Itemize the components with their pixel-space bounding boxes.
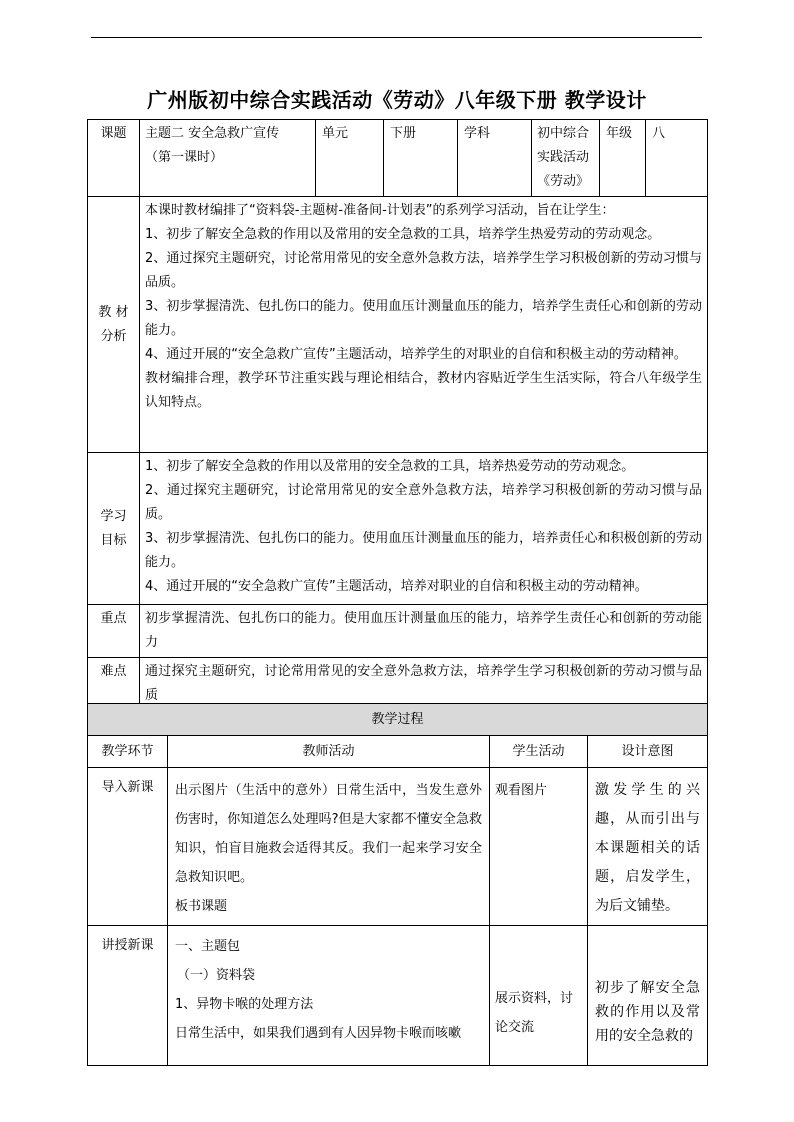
- objectives-label: [88, 453, 140, 605]
- col-intent-header: 设计意图: [588, 736, 708, 768]
- grade-label: 年级: [600, 120, 646, 197]
- student-cell: 展示资料，讨论交流: [490, 926, 588, 1066]
- subject-value: [532, 120, 600, 197]
- subject-value-line: 实践活动: [537, 150, 590, 165]
- unit-value: 下册: [384, 120, 458, 197]
- objectives-paragraph: 2、通过探究主题研究，讨论常用常见的安全意外急救方法，培养学习积极创新的劳动习惯与品质。: [145, 483, 702, 522]
- student-cell: 观看图片: [490, 768, 588, 926]
- topic-label: 课题: [88, 120, 140, 197]
- difficulty-label: 难点: [88, 658, 140, 711]
- col-teacher-header: 教师活动: [168, 736, 490, 768]
- objectives-content: [140, 453, 708, 605]
- teacher-paragraph: 一、主题包: [175, 939, 241, 954]
- process-columns-row: [88, 736, 708, 768]
- topic-value-line: （第一课时）: [145, 150, 224, 165]
- key-point-label: 重点: [88, 605, 140, 658]
- analysis-label-line: 分析: [100, 328, 127, 344]
- objectives-paragraph: 3、初步掌握清洗、包扎伤口的能力。使用血压计测量血压的能力，培养责任心和积极创新的劳动能力。: [145, 531, 702, 570]
- analysis-paragraph: 本课时教材编排了“资料袋-主题树-准备间-计划表”的系列学习活动，旨在让学生：: [145, 203, 615, 218]
- lesson-info-table: [87, 119, 708, 711]
- key-point-row: [88, 605, 708, 658]
- grade-value: 八: [646, 120, 708, 197]
- analysis-content: [140, 197, 708, 453]
- subject-value-line: 初中综合: [537, 126, 590, 141]
- objectives-paragraph: 4、通过开展的“安全急救广宣传”主题活动，培养对职业的自信和积极主动的劳动精神。: [145, 579, 648, 594]
- page-title: 广州版初中综合实践活动《劳动》八年级下册 教学设计: [147, 88, 647, 112]
- stage-cell: 讲授新课: [88, 926, 168, 1066]
- analysis-label: [88, 197, 140, 453]
- stage-cell: 导入新课: [88, 768, 168, 926]
- header-rule: [91, 37, 702, 38]
- process-header-row: [88, 704, 708, 736]
- teacher-paragraph: 日常生活中，如果我们遇到有人因异物卡喉而咳嗽: [175, 1026, 462, 1041]
- analysis-paragraph: 3、初步掌握清洗、包扎伤口的能力。使用血压计测量血压的能力，培养学生责任心和创新的劳动能力。: [145, 299, 702, 338]
- analysis-paragraph: 4、通过开展的“安全急救广宣传”主题活动，培养学生的对职业的自信和积极主动的劳动精神。: [145, 347, 687, 362]
- process-row: [88, 768, 708, 926]
- teacher-cell: [168, 926, 490, 1066]
- analysis-label-line: 教 材: [98, 304, 129, 320]
- teaching-process-table: [87, 703, 708, 1066]
- subject-label: 学科: [458, 120, 532, 197]
- teacher-paragraph: 板书课题: [175, 899, 228, 914]
- analysis-row: [88, 197, 708, 453]
- col-student-header: 学生活动: [490, 736, 588, 768]
- info-row: [88, 120, 708, 197]
- objectives-row: [88, 453, 708, 605]
- topic-value: [140, 120, 316, 197]
- intent-cell: 初步了解安全急救的作用以及常用的安全急救的: [588, 926, 708, 1066]
- process-header: 教学过程: [88, 704, 708, 736]
- teacher-paragraph: 出示图片（生活中的意外）日常生活中，当发生意外伤害时，你知道怎么处理吗?但是大家都不懂安全急救知识，怕盲目施救会适得其反。我们一起来学习安全急救知识吧。: [175, 783, 482, 885]
- unit-label: 单元: [316, 120, 384, 197]
- analysis-paragraph: 教材编排合理，教学环节注重实践与理论相结合，教材内容贴近学生生活实际，符合八年级学生认知特点。: [145, 371, 702, 410]
- teacher-paragraph: 1、异物卡喉的处理方法: [175, 997, 314, 1012]
- analysis-paragraph: 2、通过探究主题研究，讨论常用常见的安全意外急救方法，培养学生学习积极创新的劳动习惯与品质。: [145, 251, 702, 290]
- intent-cell: 激发学生的兴趣，从而引出与本课题相关的话题，启发学生，为后文铺垫。: [588, 768, 708, 926]
- process-row: [88, 926, 708, 1066]
- difficulty-content: 通过探究主题研究，讨论常用常见的安全意外急救方法，培养学生学习积极创新的劳动习惯与品质: [140, 658, 708, 711]
- col-stage-header: 教学环节: [88, 736, 168, 768]
- objectives-paragraph: 1、初步了解安全急救的作用以及常用的安全急救的工具，培养热爱劳动的劳动观念。: [145, 459, 635, 474]
- key-point-content: 初步掌握清洗、包扎伤口的能力。使用血压计测量血压的能力，培养学生责任心和创新的劳动能力: [140, 605, 708, 658]
- teacher-cell: [168, 768, 490, 926]
- topic-value-line: 主题二 安全急救广宣传: [145, 126, 280, 141]
- objectives-label-line: 目标: [100, 532, 127, 548]
- objectives-label-line: 学习: [100, 508, 127, 524]
- subject-value-line: 《劳动》: [537, 174, 590, 189]
- analysis-paragraph: 1、初步了解安全急救的作用以及常用的安全急救的工具，培养学生热爱劳动的劳动观念。: [145, 227, 661, 242]
- teacher-paragraph: （一）资料袋: [177, 968, 256, 983]
